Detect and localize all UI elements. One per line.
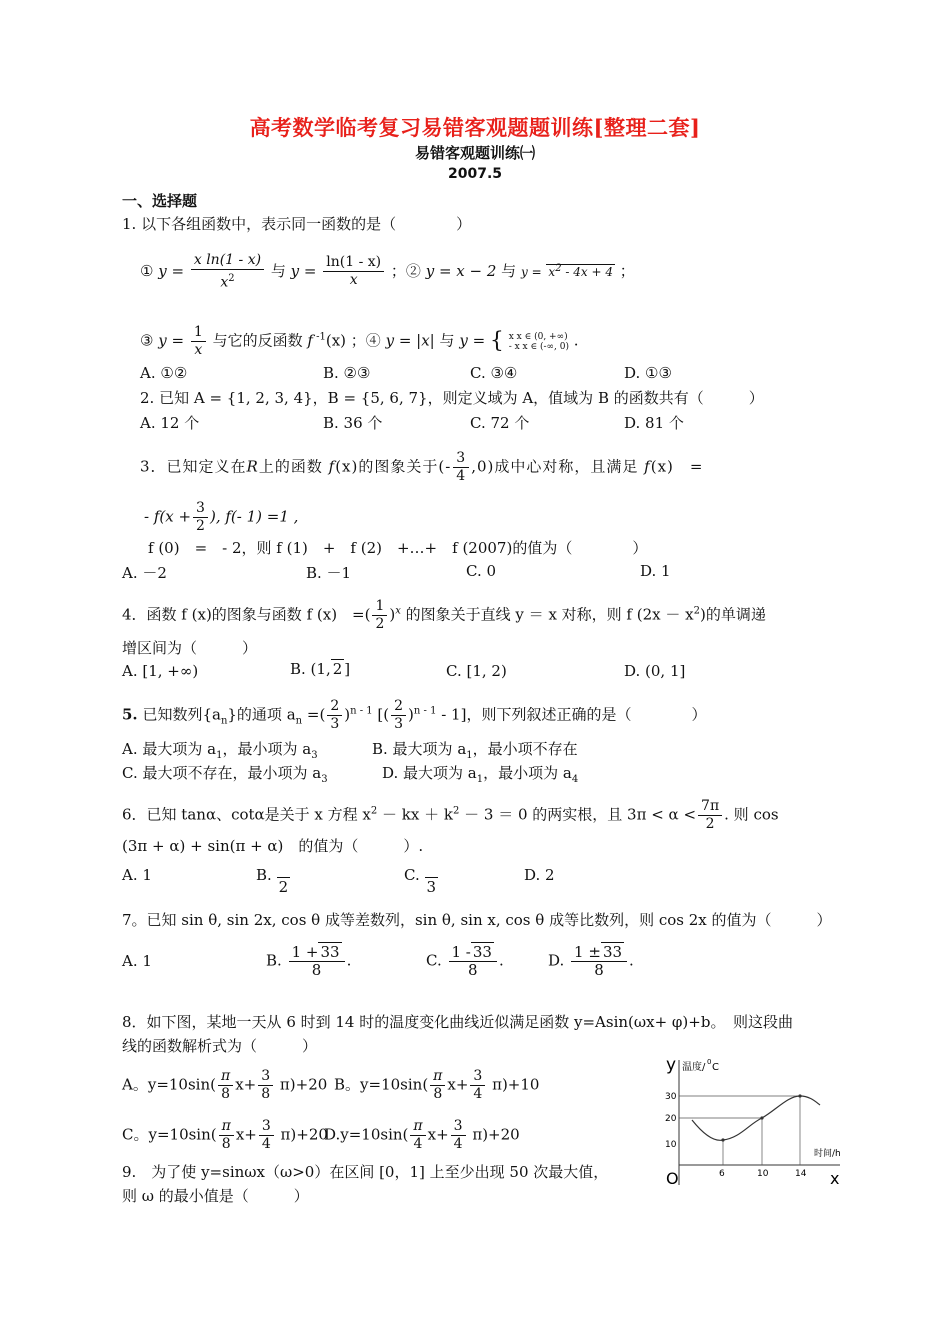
q1-option-c: C. ③④: [470, 364, 518, 382]
q1-piecewise: x x ∈ (0, +∞) - x x ∈ (-∞, 0): [508, 331, 570, 352]
q1-option-a: A. ①②: [140, 364, 188, 382]
q9-line-2: 则 ω 的最小值是（ ）: [122, 1187, 309, 1205]
q7-stem: 7。已知 sin θ, sin 2x, cos θ 成等差数列，sin θ, sin x, cos θ 成等比数列，则 cos 2x 的值为（ ）: [122, 911, 832, 929]
y-tick-20: 20: [665, 1114, 677, 1124]
y-axis-unit-degree: 0: [707, 1058, 712, 1066]
q1-stem: 1. 以下各组函数中，表示同一函数的是（ ）: [122, 215, 472, 233]
q4-frac: $\frac{1}{2}$: [372, 598, 387, 633]
q9-line-1: 9. 为了使 y=sinωx（ω>0）在区间 [0，1] 上至少出现 50 次最大值，: [122, 1163, 609, 1181]
q5-frac-2: $\frac{2}{3}$: [391, 698, 406, 733]
x-axis-label: 时间/h: [814, 1149, 841, 1159]
q8-line-1: 8．如下图，某地一天从 6 时到 14 时的温度变化曲线近似满足函数 y=Asin(ωx+ φ)+b。 则这段曲: [122, 1013, 793, 1031]
y-axis-letter: y: [666, 1055, 677, 1075]
q8-option-b: B。y=10sin( $\frac{\pi}{8}$ x+ $\frac{3}{4}$ π)+10: [334, 1068, 540, 1102]
q8-line-2: 线的函数解析式为（ ）: [122, 1037, 318, 1055]
q5-option-b: B. 最大项为 $a_1$，最小项不存在: [372, 740, 578, 761]
q5-option-a: A. 最大项为 $a_1$，最小项为 $a_3$: [122, 740, 318, 761]
q4-option-a: A. [1, +∞): [122, 662, 199, 680]
q4-option-b: B. (1, 2 ]: [290, 660, 351, 678]
q2-stem: 2. 已知 A = {1, 2, 3, 4}，B = {5, 6, 7}，则定义域为 A，值域为 B 的函数共有（ ）: [140, 389, 764, 407]
q6-line-2: (3π + α) + sin(π + α) 的值为（ ）.: [122, 837, 424, 855]
q5-option-c: C. 最大项不存在，最小项为 $a_3$: [122, 764, 328, 785]
q8-option-d: D.y=10sin( $\frac{\pi}{4}$ x+ $\frac{3}{4}$ π)+20: [324, 1118, 520, 1152]
q1-line-a: ① y = $\frac{\text{x ln(1 - x)}}{x^2}$ 与 y = $\frac{\ln(1 - x)}{x}$ ；② y = x − 2 与 $y = x^2 - 4x + 4$ ；: [140, 252, 635, 291]
q2-option-c: C. 72 个: [470, 414, 530, 432]
page-subtitle: 易错客观题训练㈠: [414, 144, 535, 162]
q3-option-c: C. 0: [466, 562, 497, 580]
q7-option-a: A. 1: [122, 952, 152, 970]
q3-line-2: - f(x + $\frac{3}{2}$ ), f(- 1) =1 ,: [144, 500, 299, 534]
y-axis-label: 温度/: [682, 1062, 706, 1073]
curve-point-6: [721, 1138, 724, 1141]
section-heading: 一、选择题: [122, 192, 198, 210]
q4-option-d: D. (0, 1]: [624, 662, 686, 680]
q1-frac-1: $\frac{\text{x ln(1 - x)}}{x^2}$: [191, 252, 264, 292]
q1-option-b: B. ②③: [323, 364, 371, 382]
q6-option-a: A. 1: [122, 866, 152, 884]
q3-line-1: 3．已知定义在R上的函数 f(x)的图象关于(- $\frac{3}{4}$ ,0)成中心对称，且满足 f(x) =: [140, 450, 704, 484]
q1-option-d: D. ①③: [624, 364, 672, 382]
temperature-graph: [652, 1050, 852, 1190]
q1-frac-2: $\frac{\ln(1 - x)}{x}$: [323, 254, 384, 289]
q7-option-c: C. $\frac{1 - 33}{8}$ .: [426, 943, 504, 979]
q2-option-b: B. 36 个: [323, 414, 383, 432]
q4-line-2: 增区间为（ ）: [122, 639, 258, 657]
q6-option-d: D. 2: [524, 866, 555, 884]
q3-frac-1: $\frac{3}{4}$: [453, 450, 469, 485]
q3-option-a: A. －2: [122, 564, 167, 582]
y-tick-10: 10: [665, 1140, 677, 1150]
q6-option-c: C. 3: [404, 866, 437, 896]
q5-option-d: D. 最大项为 $a_1$，最小项为 $a_4$: [382, 764, 579, 785]
page-date: 2007.5: [447, 166, 503, 182]
q2-option-a: A. 12 个: [140, 414, 200, 432]
q3-line-3: f (0) = - 2，则 f (1) + f (2) +…+ f (2007)的值为（ ）: [148, 539, 648, 557]
q7-option-b: B. $\frac{1 + 33}{8}$ .: [266, 943, 352, 979]
q6-option-b: B. 2: [256, 866, 289, 896]
q2-option-d: D. 81 个: [624, 414, 684, 432]
origin-label: O: [666, 1169, 679, 1188]
q8-option-a: A。y=10sin( $\frac{\pi}{8}$ x+ $\frac{3}{8}$ π)+20: [122, 1068, 328, 1102]
page-title: 高考数学临考复习易错客观题题训练[整理二套]: [249, 115, 701, 140]
q6-frac: $\frac{7\pi}{2}$: [698, 798, 722, 833]
q1-line-b: ③ y = $\frac{1}{x}$ 与它的反函数 f $^{-1}$(x) ；④ y = |x| 与 y = { x x ∈ (0, +∞) - x x ∈ (-∞, 0) .: [140, 324, 579, 358]
x-axis-letter: x: [830, 1169, 840, 1188]
q1-sqrt: $x^2 - 4x + 4$: [548, 262, 613, 279]
y-axis-unit-c: C: [712, 1062, 719, 1073]
q3-frac-2: $\frac{3}{2}$: [193, 500, 208, 535]
q1-frac-3: $\frac{1}{x}$: [191, 324, 206, 359]
q7-option-d: D. $\frac{1 \pm 33}{8}$ .: [548, 943, 634, 979]
curve-point-14: [798, 1094, 801, 1097]
q5-stem: 5. 已知数列$\{a_n\}$的通项 $a_n$ =( $\frac{2}{3}$ )$^{n - 1}$ [( $\frac{2}{3}$ )$^{n - 1}$ - 1]，则下列叙述正确的是（ ）: [122, 698, 707, 732]
q6-line-1: 6．已知 tanα、cotα是关于 x 方程 $x^2$ － kx ＋ $k^2 - 3 = 0$ 的两实根，且 3π < α < $\frac{7\pi}{2}$ . 则 cos: [122, 798, 779, 832]
q5-frac-1: $\frac{2}{3}$: [327, 698, 342, 733]
q3-option-d: D. 1: [640, 562, 671, 580]
x-tick-14: 14: [795, 1169, 807, 1179]
y-tick-30: 30: [665, 1092, 677, 1102]
x-tick-10: 10: [757, 1169, 769, 1179]
q8-option-c: C。y=10sin( $\frac{\pi}{8}$ x+ $\frac{3}{4}$ π)+20: [122, 1118, 328, 1152]
q3-option-b: B. －1: [306, 564, 352, 582]
q4-option-c: C. [1, 2): [446, 662, 507, 680]
curve-point-10: [760, 1116, 763, 1119]
x-tick-6: 6: [719, 1169, 725, 1179]
q4-line-1: 4．函数 f (x)的图象与函数 f (x) =( $\frac{1}{2}$ )$^x$ 的图象关于直线 y ＝ x 对称，则 f $(2x - x^2)$的单调递: [122, 598, 766, 632]
